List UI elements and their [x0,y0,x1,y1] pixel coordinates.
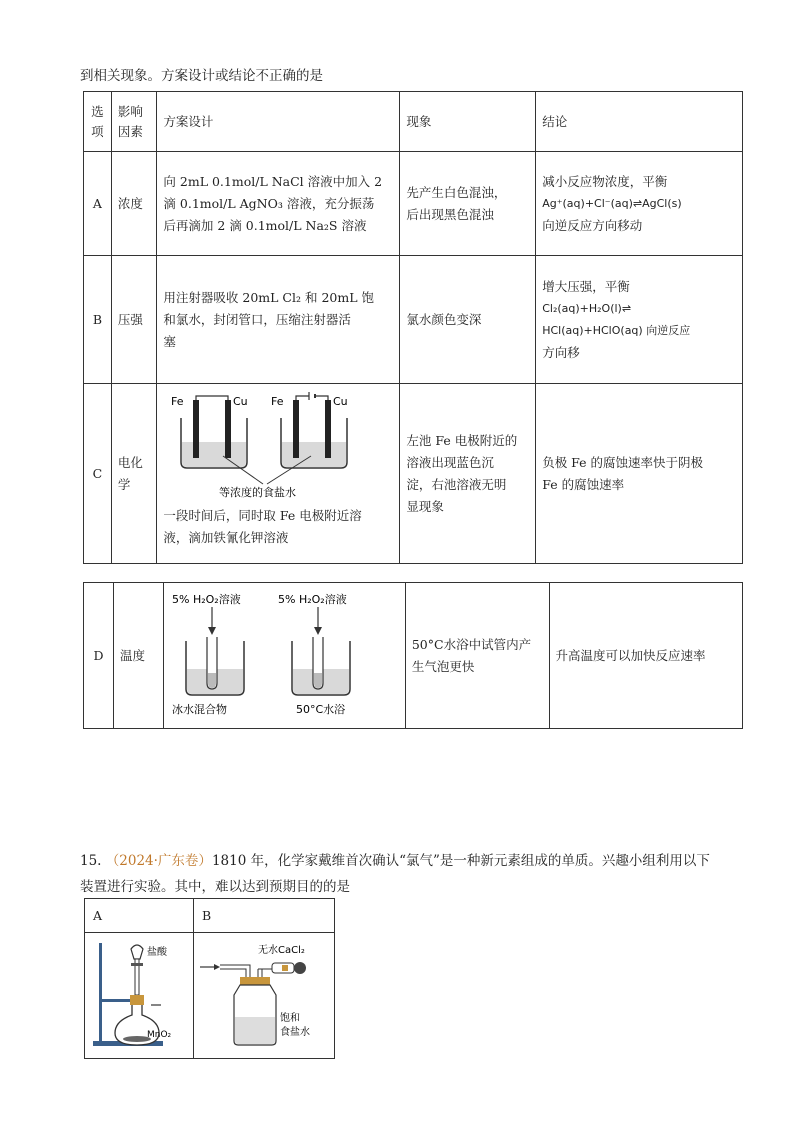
label-fe-right: Fe [271,395,284,408]
left-fe-electrode [193,400,199,458]
label-cu-right: Cu [333,395,349,408]
electrochemistry-diagram [163,390,393,498]
header-design: 方案设计 [157,92,400,152]
row-b-design-line1: 用注射器吸收 20mL Cl₂ 和 20mL 饱 [163,289,374,305]
table-header-row [84,92,743,152]
apparatus-a-cell [85,933,194,1059]
apparatus-header-row [85,899,335,933]
row-a-design-line2: 滴 0.1mol/L AgNO₃ 溶液，充分振荡 [163,195,375,211]
row-a-phen-line2: 后出现黑色混浊 [406,206,494,222]
label-anhydrous-cacl2: 无水CaCl₂ [258,945,305,956]
header-option: 选项 [84,92,112,152]
question-source-tag: （2024·广东卷） [105,853,212,869]
row-a-design-line3: 后再滴加 2 滴 0.1mol/L Na₂S 溶液 [163,217,367,233]
row-d-phenomenon [405,583,549,729]
question-15 [80,848,740,900]
label-ice-water: 冰水混合物 [171,703,227,716]
header-factor: 影响因素 [111,92,157,152]
row-d-option: D [84,583,114,729]
question-15-line1 [80,848,740,874]
row-a-design-line1: 向 2mL 0.1mol/L NaCl 溶液中加入 2 [163,173,383,189]
label-h2o2-left: 5% H₂O₂溶液 [171,593,241,606]
intro-text: 到相关现象。方案设计或结论不正确的是 [80,68,323,84]
table-row-a [84,152,743,256]
right-cu-electrode [325,400,331,458]
row-c-design [157,384,400,564]
row-a-factor: 浓度 [111,152,157,256]
row-c-phen-line2: 溶液出现蓝色沉 [406,454,494,470]
row-c-concl-line1: 负极 Fe 的腐蚀速率快于阴极 [542,454,704,470]
row-a-concl-equation: Ag⁺(aq)+Cl⁻(aq)⇌AgCl(s) [542,196,682,210]
row-c-phenomenon [400,384,536,564]
row-b-concl-line1: 增大压强，平衡 [542,278,630,294]
row-b-design-line3: 塞 [163,333,176,349]
right-fe-electrode [293,400,299,458]
label-mno2: MnO₂ [147,1030,172,1040]
experiment-table-main [83,91,743,564]
label-brine: 食盐水 [280,1027,310,1038]
row-b-phenomenon: 氯水颜色变深 [400,256,536,384]
row-c-factor: 电化学 [111,384,157,564]
label-cu-left: Cu [233,395,249,408]
row-b-design [157,256,400,384]
question-text-line1: 1810 年，化学家戴维首次确认“氯气”是一种新元素组成的单质。兴趣小组利用以下 [211,853,710,869]
experiment-table-row-d [83,582,743,729]
row-c-design-line1: 一段时间后，同时取 Fe 电极附近溶 [163,508,362,523]
question-number: 15. [80,853,102,869]
question-text-line2: 装置进行实验。其中，难以达到预期目的的是 [80,879,350,895]
row-b-factor: 压强 [111,256,157,384]
label-h2o2-right: 5% H₂O₂溶液 [277,593,347,606]
left-cu-electrode [225,400,231,458]
row-c-option: C [84,384,112,564]
apparatus-table [84,898,335,1059]
apparatus-b-cell [194,933,335,1059]
row-b-option: B [84,256,112,384]
header-conclusion: 结论 [536,92,743,152]
row-b-concl-equation2: HCl(aq)+HClO(aq) 向逆反应 [542,323,691,337]
apparatus-col-a: A [85,899,194,933]
apparatus-figure-row [85,933,335,1059]
row-a-conclusion [536,152,743,256]
label-saturated: 饱和 [280,1013,300,1024]
row-b-design-line2: 和氯水，封闭管口，压缩注射器活 [163,311,351,327]
row-a-phen-line1: 先产生白色混浊， [406,184,507,200]
row-d-factor: 温度 [113,583,163,729]
row-c-phen-line4: 显现象 [406,498,444,514]
table-row-b [84,256,743,384]
diagram-caption: 等浓度的食盐水 [219,486,297,498]
row-a-design [157,152,400,256]
row-c-phen-line1: 左池 Fe 电极附近的 [406,432,518,448]
row-b-conclusion [536,256,743,384]
temperature-diagram [168,585,400,719]
row-d-phen-line2: 生气泡更快 [411,658,475,674]
row-a-option: A [84,152,112,256]
apparatus-col-b: B [194,899,335,933]
label-hydrochloric-acid: 盐酸 [147,947,167,958]
row-a-concl-line1: 减小反应物浓度，平衡 [542,173,668,189]
row-c-conclusion [536,384,743,564]
row-d-conclusion: 升高温度可以加快反应速率 [549,583,742,729]
row-a-concl-line3: 向逆反应方向移动 [542,217,643,233]
row-c-design-line2: 液，滴加铁氰化钾溶液 [163,530,289,545]
label-water-bath: 50°C水浴 [295,703,346,716]
row-b-concl-equation1: Cl₂(aq)+H₂O(l)⇌ [542,301,632,315]
row-c-concl-line2: Fe 的腐蚀速率 [542,476,625,492]
chlorine-generator-diagram [85,933,193,1051]
header-phenomenon: 现象 [400,92,536,152]
row-a-phenomenon [400,152,536,256]
table-row-d [84,583,743,729]
row-d-phen-line1: 50°C水浴中试管内产 [411,636,532,652]
row-c-phen-line3: 淀，右池溶液无明 [406,476,507,492]
table-row-c [84,384,743,564]
label-fe-left: Fe [171,395,184,408]
row-b-concl-line4: 方向移 [542,344,580,360]
drying-apparatus-diagram [194,933,334,1051]
row-d-design [163,583,405,729]
